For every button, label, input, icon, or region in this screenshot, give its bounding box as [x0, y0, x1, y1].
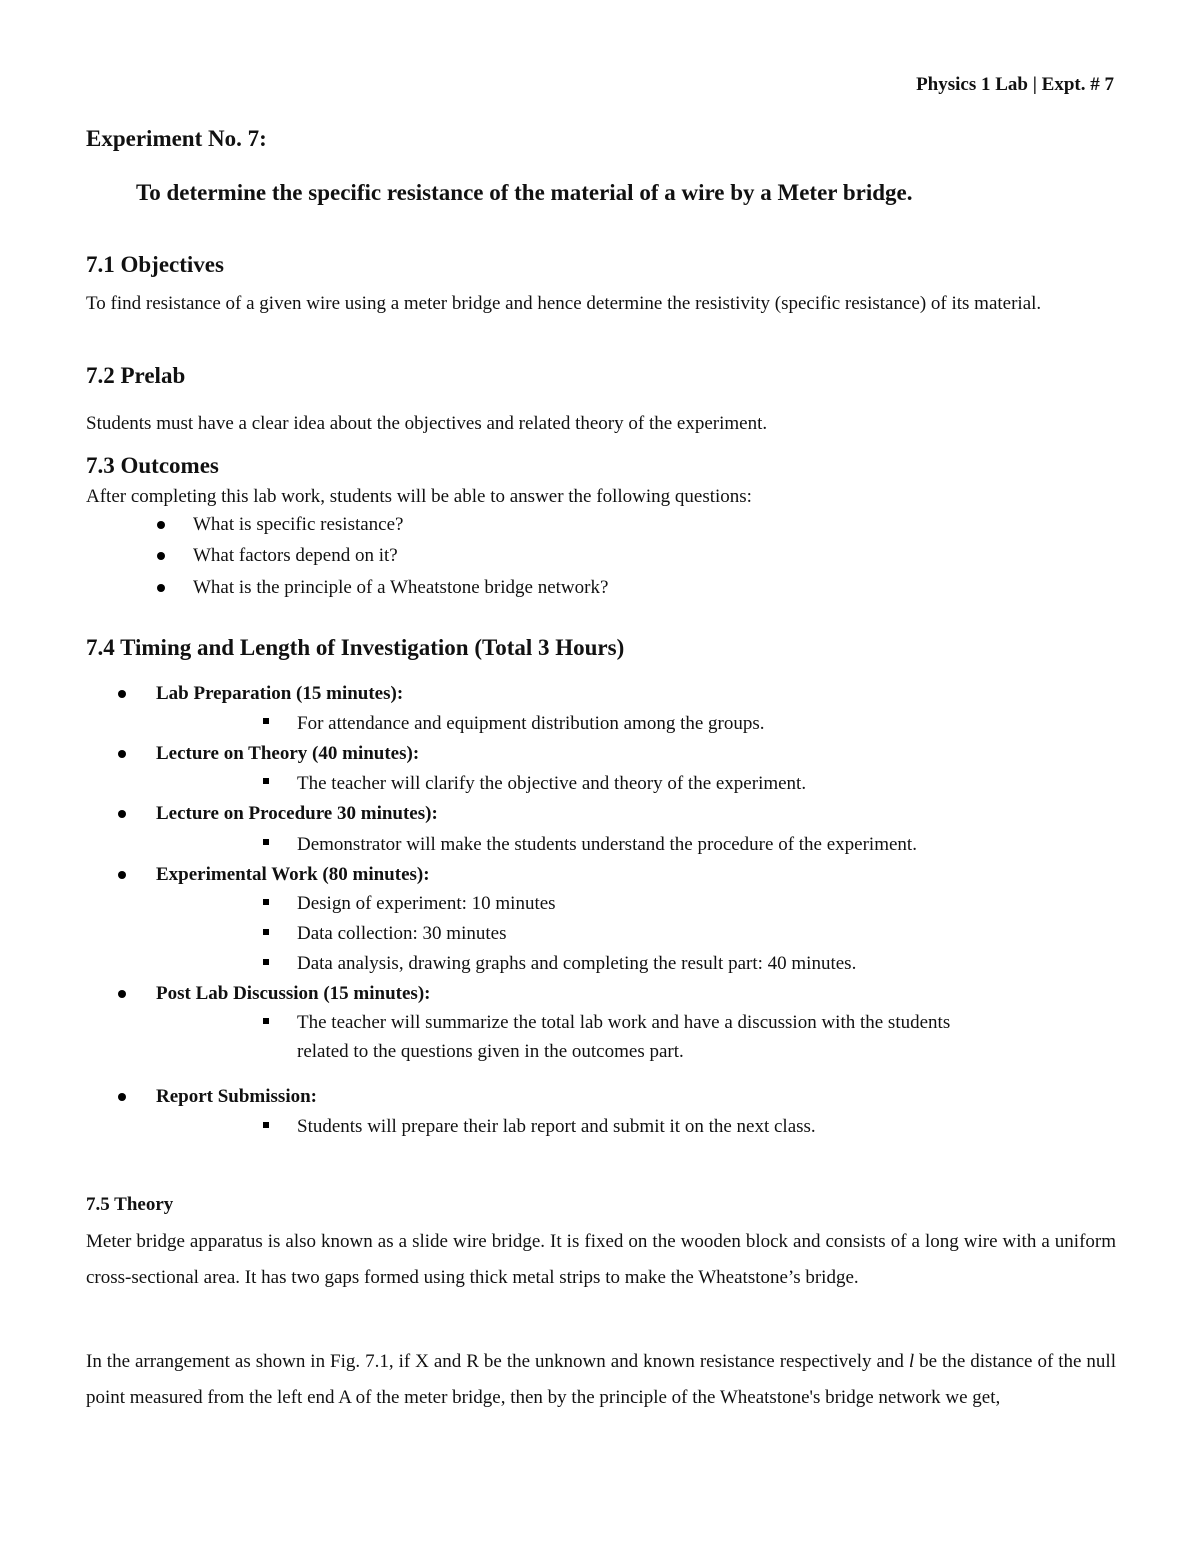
bullet-icon — [118, 810, 126, 818]
bullet-icon — [157, 584, 165, 592]
timing-heading: 7.4 Timing and Length of Investigation (Total 3 Hours) — [86, 635, 625, 660]
outcomes-heading: 7.3 Outcomes — [86, 453, 219, 478]
timing-section-title: Lecture on Procedure 30 minutes): — [156, 803, 438, 824]
timing-item: Demonstrator will make the students understand the procedure of the experiment. — [297, 834, 917, 855]
experiment-title: To determine the specific resistance of the material of a wire by a Meter bridge. — [136, 180, 913, 205]
square-bullet-icon — [263, 778, 269, 784]
bullet-icon — [118, 690, 126, 698]
timing-item: The teacher will summarize the total lab work and have a discussion with the students — [297, 1012, 951, 1033]
theory-paragraph-1: Meter bridge apparatus is also known as a slide wire bridge. It is fixed on the wooden block and consists of a long wire with a uniform cross-sectional area. It has two gaps formed using thick metal strips to make the Wheatstone’s bridge. — [86, 1231, 1116, 1288]
square-bullet-icon — [263, 929, 269, 935]
timing-item: Students will prepare their lab report and submit it on the next class. — [297, 1116, 816, 1137]
bullet-icon — [118, 871, 126, 879]
timing-item: Data collection: 30 minutes — [297, 923, 507, 944]
prelab-heading: 7.2 Prelab — [86, 363, 186, 388]
timing-section-title: Post Lab Discussion (15 minutes): — [156, 983, 431, 1004]
timing-section-title: Lab Preparation (15 minutes): — [156, 683, 404, 704]
square-bullet-icon — [263, 1018, 269, 1024]
square-bullet-icon — [263, 839, 269, 845]
bullet-icon — [157, 552, 165, 560]
theory-paragraph-2: In the arrangement as shown in Fig. 7.1, if X and R be the unknown and known resistance respectively and l be the distance of the null point measured from the left end A of the meter bridge, then by the principle of the Wheatstone's bridge network we get, — [86, 1351, 1116, 1408]
outcome-item: What is the principle of a Wheatstone bridge network? — [193, 577, 609, 598]
experiment-number: Experiment No. 7: — [86, 126, 267, 151]
bullet-icon — [118, 1093, 126, 1101]
timing-section-title: Experimental Work (80 minutes): — [156, 864, 430, 885]
theory-heading: 7.5 Theory — [86, 1194, 174, 1215]
timing-item: The teacher will clarify the objective and theory of the experiment. — [297, 773, 807, 794]
square-bullet-icon — [263, 1122, 269, 1128]
timing-item: Design of experiment: 10 minutes — [297, 893, 556, 914]
timing-item: For attendance and equipment distribution among the groups. — [297, 713, 765, 734]
outcomes-intro: After completing this lab work, students will be able to answer the following questions: — [86, 486, 752, 507]
bullet-icon — [118, 750, 126, 758]
outcome-item: What is specific resistance? — [193, 514, 404, 535]
bullet-icon — [157, 521, 165, 529]
page-header: Physics 1 Lab | Expt. # 7 — [916, 74, 1114, 95]
square-bullet-icon — [263, 718, 269, 724]
prelab-text: Students must have a clear idea about the objectives and related theory of the experiment. — [86, 413, 768, 434]
timing-section-title: Lecture on Theory (40 minutes): — [156, 743, 420, 764]
bullet-icon — [118, 990, 126, 998]
square-bullet-icon — [263, 959, 269, 965]
length-symbol: l — [908, 1351, 915, 1372]
outcome-item: What factors depend on it? — [193, 545, 398, 566]
timing-item: Data analysis, drawing graphs and completing the result part: 40 minutes. — [297, 953, 857, 974]
square-bullet-icon — [263, 899, 269, 905]
timing-item-continuation: related to the questions given in the outcomes part. — [297, 1041, 684, 1062]
timing-section-title: Report Submission: — [156, 1086, 317, 1107]
objectives-text: To find resistance of a given wire using a meter bridge and hence determine the resistivity (specific resistance) of its material. — [86, 293, 1042, 314]
objectives-heading: 7.1 Objectives — [86, 252, 224, 277]
